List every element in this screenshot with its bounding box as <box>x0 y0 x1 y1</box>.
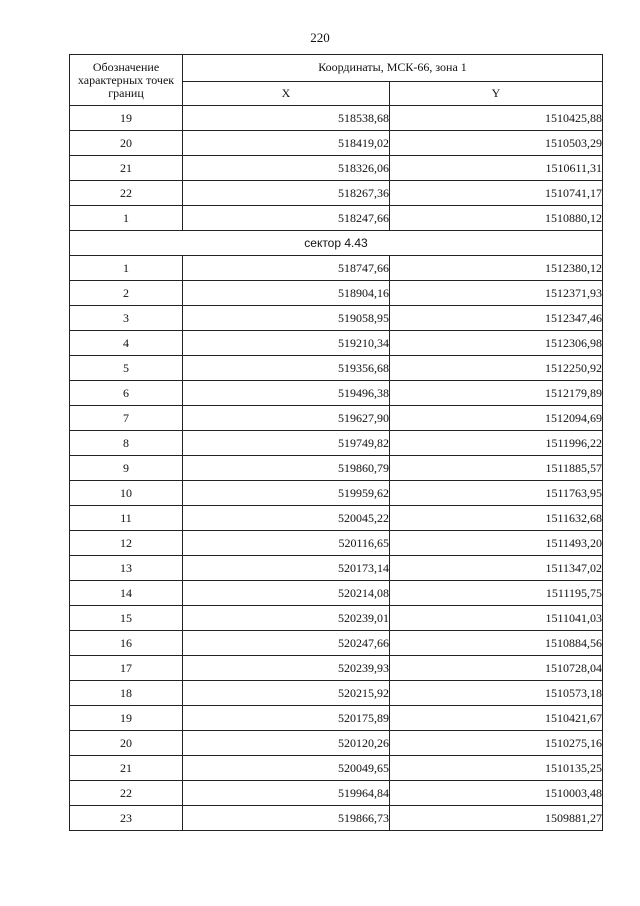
point-cell: 3 <box>70 306 183 331</box>
table-row <box>70 606 603 631</box>
point-cell: 15 <box>70 606 183 631</box>
point-cell: 2 <box>70 281 183 306</box>
point-cell: 19 <box>70 706 183 731</box>
table-row <box>70 531 603 556</box>
x-column-header: X <box>183 81 390 105</box>
y-cell: 1512380,12 <box>390 256 603 281</box>
table-row <box>70 706 603 731</box>
x-cell: 519210,34 <box>183 331 390 356</box>
point-cell: 17 <box>70 656 183 681</box>
table-row <box>70 556 603 581</box>
y-cell: 1509881,27 <box>390 806 603 831</box>
table-row <box>70 306 603 331</box>
x-cell: 520215,92 <box>183 681 390 706</box>
page-number: 220 <box>310 30 330 45</box>
table-row <box>70 756 603 781</box>
x-cell: 519356,68 <box>183 356 390 381</box>
x-cell: 520247,66 <box>183 631 390 656</box>
table-row <box>70 481 603 506</box>
y-cell: 1510880,12 <box>390 206 603 231</box>
y-cell: 1512094,69 <box>390 406 603 431</box>
y-column-header: Y <box>390 81 603 105</box>
x-cell: 520116,65 <box>183 531 390 556</box>
table-row <box>70 281 603 306</box>
x-cell: 519964,84 <box>183 781 390 806</box>
y-cell: 1510275,16 <box>390 731 603 756</box>
y-cell: 1512250,92 <box>390 356 603 381</box>
point-cell: 22 <box>70 781 183 806</box>
x-cell: 519866,73 <box>183 806 390 831</box>
point-cell: 6 <box>70 381 183 406</box>
section-title: сектор 4.43 <box>70 231 603 256</box>
y-cell: 1510503,29 <box>390 131 603 156</box>
x-cell: 520175,89 <box>183 706 390 731</box>
coordinates-table <box>69 54 603 831</box>
y-cell: 1510741,17 <box>390 181 603 206</box>
table-row <box>70 356 603 381</box>
table-row <box>70 681 603 706</box>
x-cell: 520239,93 <box>183 656 390 681</box>
y-cell: 1510003,48 <box>390 781 603 806</box>
x-cell: 520214,08 <box>183 581 390 606</box>
point-cell: 21 <box>70 756 183 781</box>
table-row <box>70 406 603 431</box>
y-cell: 1510425,88 <box>390 106 603 131</box>
y-cell: 1511763,95 <box>390 481 603 506</box>
point-cell: 9 <box>70 456 183 481</box>
table-row <box>70 256 603 281</box>
table-row <box>70 506 603 531</box>
point-cell: 20 <box>70 731 183 756</box>
table-row <box>70 156 603 181</box>
table-row <box>70 781 603 806</box>
table-row <box>70 581 603 606</box>
y-cell: 1512306,98 <box>390 331 603 356</box>
table-header-row <box>70 55 603 82</box>
table-row <box>70 181 603 206</box>
y-cell: 1511347,02 <box>390 556 603 581</box>
table-row <box>70 731 603 756</box>
x-cell: 520239,01 <box>183 606 390 631</box>
x-cell: 518904,16 <box>183 281 390 306</box>
point-cell: 1 <box>70 206 183 231</box>
x-cell: 518419,02 <box>183 131 390 156</box>
table-row <box>70 456 603 481</box>
point-cell: 13 <box>70 556 183 581</box>
x-cell: 518538,68 <box>183 106 390 131</box>
x-cell: 519627,90 <box>183 406 390 431</box>
x-cell: 518747,66 <box>183 256 390 281</box>
table-row <box>70 131 603 156</box>
table-row <box>70 331 603 356</box>
y-cell: 1512179,89 <box>390 381 603 406</box>
point-cell: 7 <box>70 406 183 431</box>
point-column-header: Обозначение характерных точек границ <box>70 55 183 106</box>
x-cell: 519749,82 <box>183 431 390 456</box>
x-cell: 519860,79 <box>183 456 390 481</box>
x-cell: 519496,38 <box>183 381 390 406</box>
y-cell: 1511996,22 <box>390 431 603 456</box>
y-cell: 1511885,57 <box>390 456 603 481</box>
block2-rows <box>70 256 603 831</box>
y-cell: 1511041,03 <box>390 606 603 631</box>
x-cell: 518267,36 <box>183 181 390 206</box>
x-cell: 519959,62 <box>183 481 390 506</box>
y-cell: 1512347,46 <box>390 306 603 331</box>
x-cell: 520120,26 <box>183 731 390 756</box>
y-cell: 1510884,56 <box>390 631 603 656</box>
table-row <box>70 431 603 456</box>
x-cell: 518326,06 <box>183 156 390 181</box>
y-cell: 1511632,68 <box>390 506 603 531</box>
x-cell: 520049,65 <box>183 756 390 781</box>
point-cell: 16 <box>70 631 183 656</box>
y-cell: 1511195,75 <box>390 581 603 606</box>
point-cell: 12 <box>70 531 183 556</box>
x-cell: 518247,66 <box>183 206 390 231</box>
table-row <box>70 656 603 681</box>
point-cell: 8 <box>70 431 183 456</box>
point-cell: 20 <box>70 131 183 156</box>
point-cell: 5 <box>70 356 183 381</box>
table-row <box>70 631 603 656</box>
point-cell: 23 <box>70 806 183 831</box>
point-cell: 10 <box>70 481 183 506</box>
point-cell: 1 <box>70 256 183 281</box>
point-cell: 19 <box>70 106 183 131</box>
y-cell: 1511493,20 <box>390 531 603 556</box>
x-cell: 520173,14 <box>183 556 390 581</box>
x-cell: 520045,22 <box>183 506 390 531</box>
table-row <box>70 381 603 406</box>
y-cell: 1510421,67 <box>390 706 603 731</box>
y-cell: 1510728,04 <box>390 656 603 681</box>
point-cell: 11 <box>70 506 183 531</box>
table-row <box>70 806 603 831</box>
point-cell: 14 <box>70 581 183 606</box>
point-cell: 4 <box>70 331 183 356</box>
section-divider <box>70 231 603 256</box>
table-row <box>70 206 603 231</box>
coordinates-group-header: Координаты, МСК-66, зона 1 <box>183 55 603 82</box>
point-cell: 21 <box>70 156 183 181</box>
y-cell: 1510135,25 <box>390 756 603 781</box>
x-cell: 519058,95 <box>183 306 390 331</box>
y-cell: 1512371,93 <box>390 281 603 306</box>
point-cell: 22 <box>70 181 183 206</box>
table-row <box>70 106 603 131</box>
y-cell: 1510573,18 <box>390 681 603 706</box>
point-cell: 18 <box>70 681 183 706</box>
block1-rows <box>70 106 603 231</box>
section-row <box>70 231 603 256</box>
y-cell: 1510611,31 <box>390 156 603 181</box>
